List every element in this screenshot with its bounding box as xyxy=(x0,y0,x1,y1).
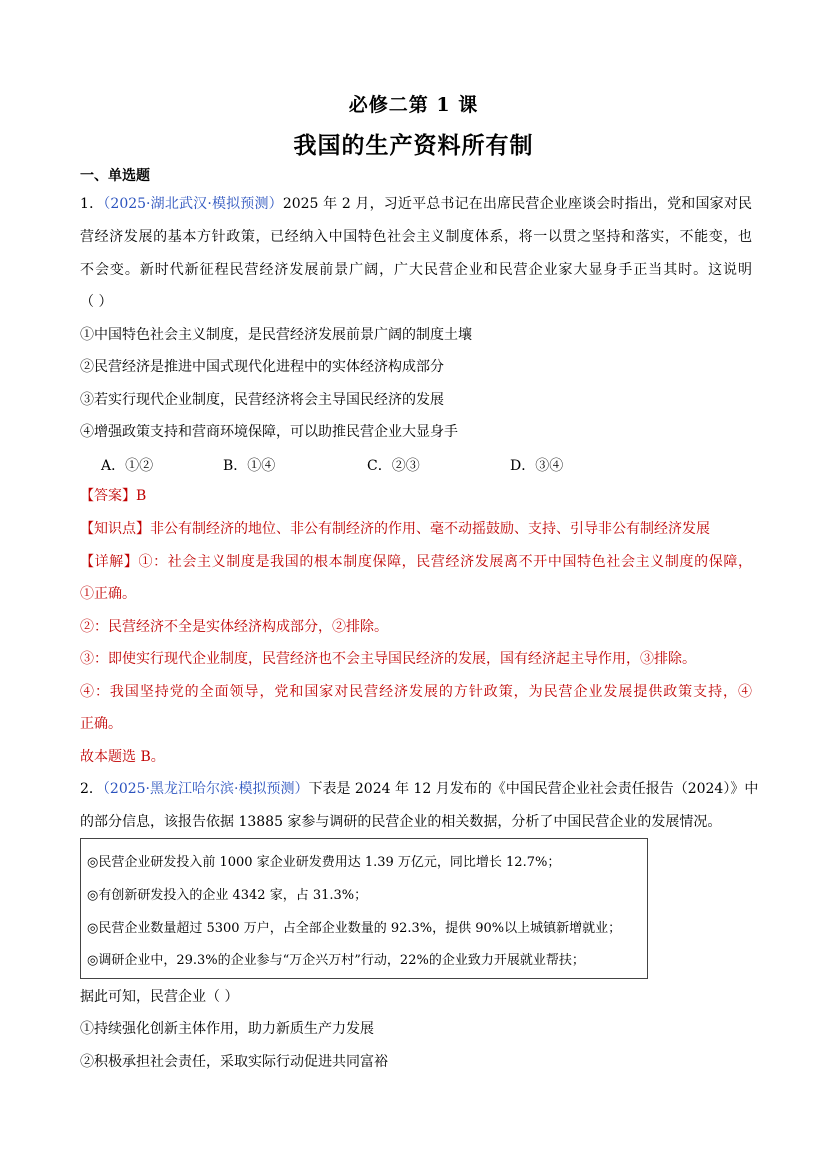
q2-data-line-2: ◎有创新研发投入的企业 4342 家，占 31.3%； xyxy=(87,888,368,903)
q1-explanation-line-5: ④：我国坚持党的全面领导，党和国家对民营经济发展的方针政策，为民营企业发展提供政策支持，④ xyxy=(80,684,752,700)
q2-data-box xyxy=(80,838,648,979)
q1-stem-line-1 xyxy=(80,195,752,213)
q1-explanation-line-3: ②：民营经济不全是实体经济构成部分，②排除。 xyxy=(80,619,388,635)
q2-stem-line-2: 的部分信息，该报告依据 13885 家参与调研的民营企业的相关数据，分析了中国民营企业的发展情况。 xyxy=(80,814,722,830)
q1-source: （2025·湖北武汉·模拟预测） xyxy=(103,196,283,212)
q2-item-2: ②积极承担社会责任，采取实际行动促进共同富裕 xyxy=(80,1054,388,1070)
q1-explanation-line-6: 正确。 xyxy=(80,716,122,732)
q1-answer: 【答案】B xyxy=(80,488,147,504)
course-title: 必修二第 1 课 xyxy=(348,94,479,116)
q1-option-b: B．①④ xyxy=(223,458,276,474)
q1-option-a: A．①② xyxy=(101,458,154,474)
q2-stem-line-1 xyxy=(80,780,759,798)
q1-item-1: ①中国特色社会主义制度，是民营经济发展前景广阔的制度土壤 xyxy=(80,327,472,343)
q1-item-3: ③若实行现代企业制度，民营经济将会主导国民经济的发展 xyxy=(80,392,444,408)
q1-option-c: C．②③ xyxy=(367,458,420,474)
q1-item-4: ④增强政策支持和营商环境保障，可以助推民营企业大显身手 xyxy=(80,424,458,440)
q1-explanation-line-1: 【详解】①：社会主义制度是我国的根本制度保障，民营经济发展离不开中国特色社会主义制度的保障， xyxy=(80,554,752,570)
q2-number: 2． xyxy=(80,781,103,797)
q2-source: （2025·黑龙江哈尔滨·模拟预测） xyxy=(102,781,309,797)
q1-stem-line-3: 不会变。新时代新征程民营经济发展前景广阔，广大民营企业和民营企业家大显身手正当其时。这说明 xyxy=(80,262,752,278)
q1-stem-line-2: 营经济发展的基本方针政策，已经纳入中国特色社会主义制度体系，将一以贯之坚持和落实，不能变，也 xyxy=(80,229,752,245)
q2-stem-text: 下表是 2024 年 12 月发布的《中国民营企业社会责任报告（2024）》中 xyxy=(308,781,759,797)
q2-data-line-1: ◎民营企业研发投入前 1000 家企业研发费用达 1.39 万亿元，同比增长 12.7%； xyxy=(87,855,561,870)
q1-knowledge-point: 【知识点】非公有制经济的地位、非公有制经济的作用、毫不动摇鼓励、支持、引导非公有制经济发展 xyxy=(80,521,710,537)
q1-explanation-line-2: ①正确。 xyxy=(80,586,136,602)
q1-number: 1． xyxy=(80,196,104,212)
section-heading: 一、单选题 xyxy=(80,168,150,184)
q2-data-line-3: ◎民营企业数量超过 5300 万户，占全部企业数量的 92.3%，提供 90%以上城镇新增就业； xyxy=(87,921,622,936)
q1-item-2: ②民营经济是推进中国式现代化进程中的实体经济构成部分 xyxy=(80,359,444,375)
q2-data-line-4: ◎调研企业中，29.3%的企业参与“万企兴万村”行动，22%的企业致力开展就业帮扶； xyxy=(87,953,585,968)
q1-stem-text: 2025 年 2 月，习近平总书记在出席民营企业座谈会时指出，党和国家对民 xyxy=(282,196,752,212)
q1-answer-paren: （ ） xyxy=(80,294,113,310)
lesson-title: 我国的生产资料所有制 xyxy=(293,132,534,159)
q2-item-1: ①持续强化创新主体作用，助力新质生产力发展 xyxy=(80,1021,374,1037)
q1-explanation-line-4: ③：即使实行现代企业制度，民营经济也不会主导国民经济的发展，国有经济起主导作用，③排除。 xyxy=(80,651,696,667)
q1-conclusion: 故本题选 B。 xyxy=(80,749,165,765)
q2-question: 据此可知，民营企业（ ） xyxy=(80,989,239,1005)
q1-option-d: D．③④ xyxy=(510,458,564,474)
